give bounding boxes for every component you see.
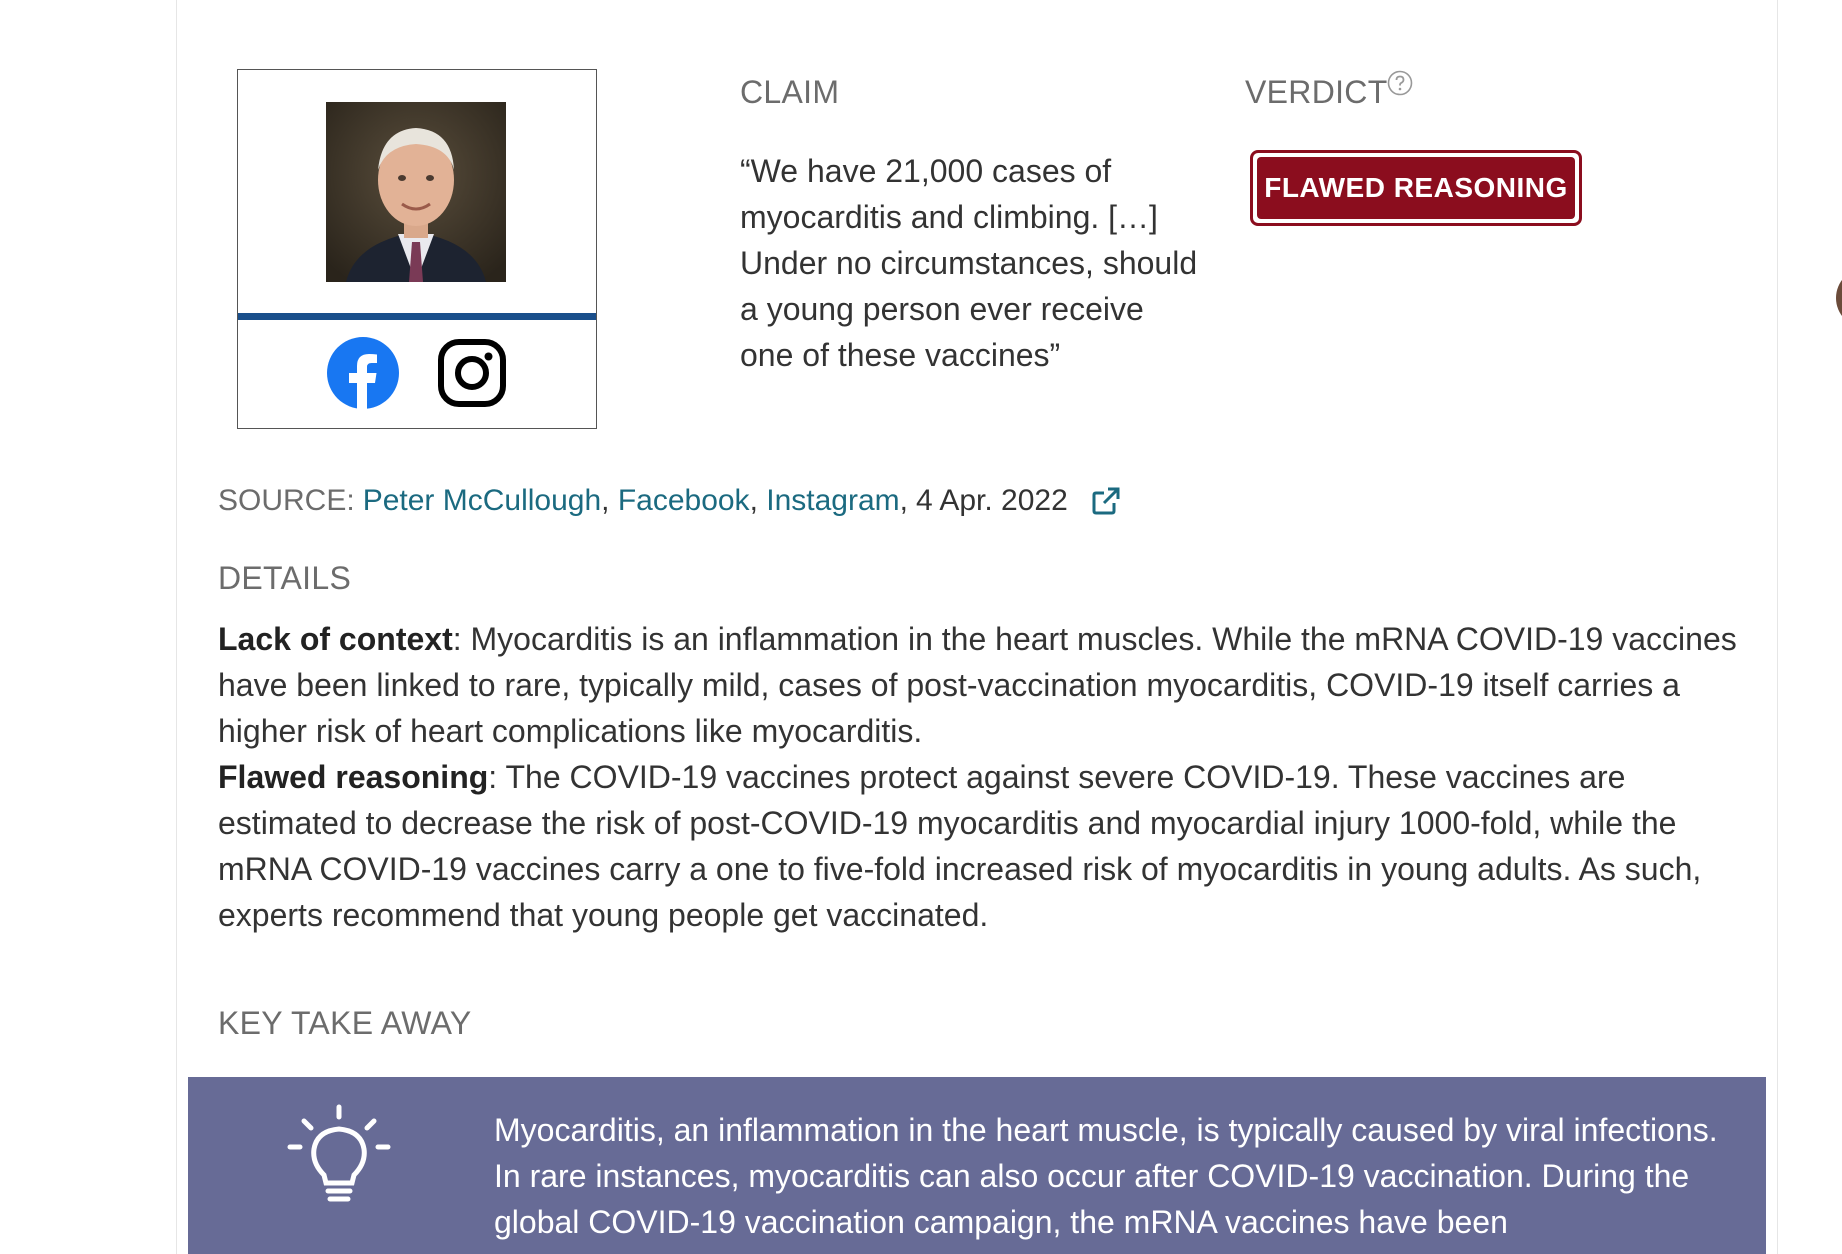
details-p2-heading: Flawed reasoning (218, 759, 489, 795)
details-paragraph-1 (218, 616, 1738, 754)
details-p2-text: : The COVID-19 vaccines protect against severe COVID-19. These vaccines are estimated to decrease the risk of post-COVID-19 myocarditis and myocardial injury 1000-fold, while the mRNA COVID-19 vaccines carry a one to five-fold increased risk of myocarditis in young adults. As such, experts recommend that young people get vaccinated. (218, 759, 1702, 933)
details-p1-heading: Lack of context (218, 621, 453, 657)
source-author-link[interactable]: Peter McCullough (362, 484, 602, 517)
details-p1-text: : Myocarditis is an inflammation in the heart muscles. While the mRNA COVID-19 vaccines have been linked to rare, typically mild, cases of post-vaccination myocarditis, COVID-19 itself carries a higher risk of heart complications like myocarditis. (218, 621, 1737, 749)
details-body (218, 616, 1738, 938)
lightbulb-icon (284, 1103, 394, 1213)
source-label: SOURCE: (218, 484, 355, 517)
source-date: 4 Apr. 2022 (915, 484, 1068, 517)
author-box (237, 69, 597, 429)
details-paragraph-2 (218, 754, 1738, 938)
key-takeaway-box (188, 1077, 1766, 1254)
social-links (238, 333, 596, 413)
key-takeaway-label: KEY TAKE AWAY (218, 1005, 472, 1041)
verdict-label: VERDICT (1245, 74, 1388, 110)
author-photo (326, 102, 506, 282)
instagram-icon[interactable] (437, 338, 507, 408)
claim-label: CLAIM (740, 74, 840, 110)
author-divider (238, 313, 596, 320)
facebook-icon[interactable] (327, 337, 399, 409)
external-link-icon[interactable] (1090, 485, 1122, 517)
help-icon[interactable] (1387, 70, 1413, 96)
key-takeaway-text: Myocarditis, an inflammation in the heart muscle, is typically caused by viral infections. In rare instances, myocarditis can also occur after COVID-19 vaccination. During the global COVID-19 vaccination campaign, the mRNA vaccines have been (494, 1112, 1718, 1240)
source-line: SOURCE: Peter McCullough , Facebook , Instagram , 4 Apr. 2022 (218, 484, 1122, 518)
verdict-badge-text: FLAWED REASONING (1257, 157, 1575, 219)
source-facebook-link[interactable]: Facebook (617, 484, 750, 517)
source-instagram-link[interactable]: Instagram (766, 484, 900, 517)
edge-avatar (1836, 268, 1842, 328)
claim-text: “We have 21,000 cases of myocarditis and climbing. […] Under no circumstances, should a young person ever receive one of these vaccines” (740, 153, 1198, 373)
verdict-badge (1250, 150, 1582, 226)
details-label: DETAILS (218, 560, 352, 596)
